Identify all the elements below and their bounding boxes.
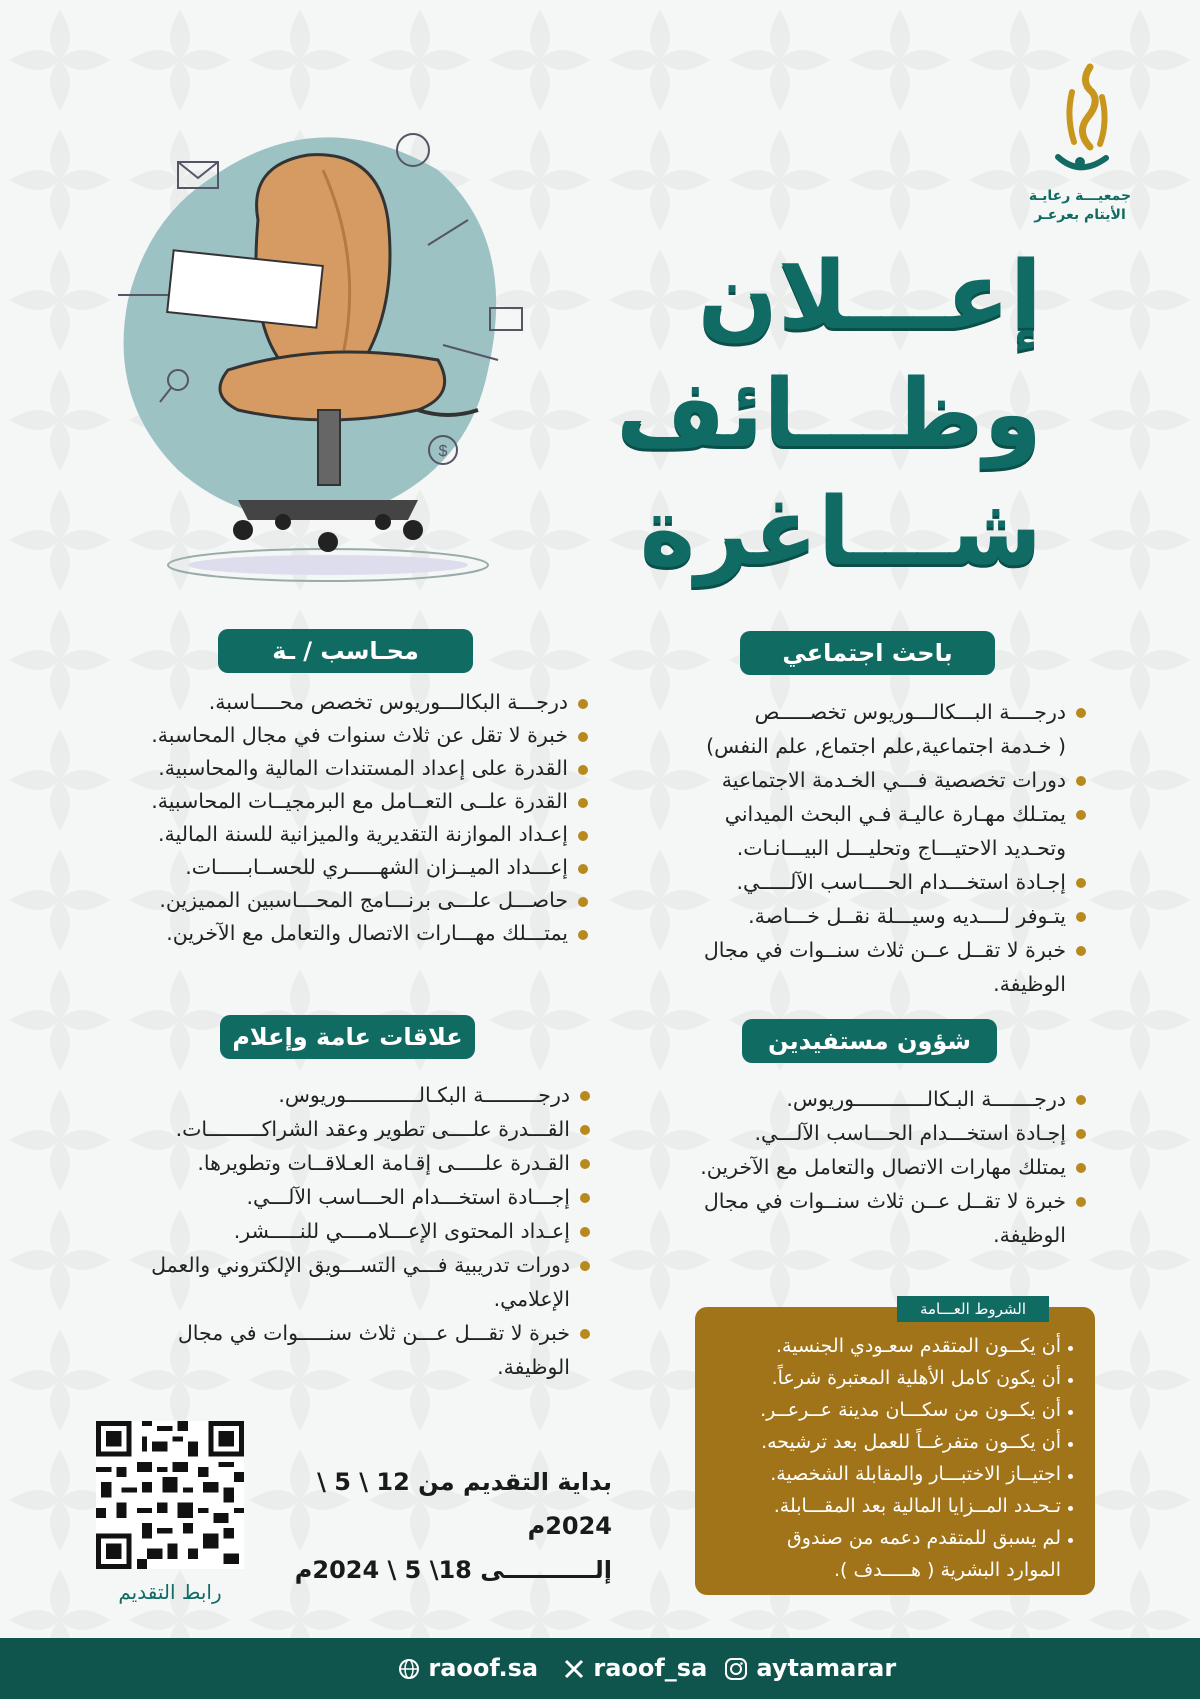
footer-website[interactable] <box>398 1638 538 1699</box>
list-item: لم يسبق للمتقدم دعمه من صندوق الموارد البشرية ( هـــــدف ). <box>705 1522 1075 1586</box>
logo-caption-2: الأيتام بعرعـر <box>1034 207 1126 223</box>
list-item: إجـادة استخـــدام الحـــاسب الآلـــي. <box>620 1116 1088 1150</box>
list-item: القـــدرة علــــى تطوير وعقد الشراكـــــــــات. <box>72 1112 592 1146</box>
list-item: القدرة على إعداد المستندات المالية والمحاسبية. <box>70 752 590 785</box>
section-heading-public-relations: علاقات عامة وإعلام <box>220 1015 475 1059</box>
list-item: إجـــادة استخـــدام الحـــاسب الآلـــي. <box>72 1180 592 1214</box>
x-logo-icon <box>563 1658 585 1680</box>
end-date: إلـــــــــــى 18\ 5 \ 2024م <box>294 1556 612 1584</box>
start-date: بداية التقديم من 12 \ 5 \ 2024م <box>317 1468 612 1540</box>
general-conditions-heading: الشروط العـــامة <box>897 1296 1049 1322</box>
application-dates <box>262 1460 612 1592</box>
list-item: إعـــداد الميــزان الشهـــــري للحســابـــــات. <box>70 851 590 884</box>
title-line-1: إعـــلان <box>697 242 1042 351</box>
logo-mark-icon <box>1040 62 1120 182</box>
list-item: القـدرة علـــــى إقـامة العـلاقــات وتطويرها. <box>72 1146 592 1180</box>
instagram-icon <box>724 1657 748 1681</box>
list-item: درجـــــــة البـكالــــــــــــوريوس. <box>620 1082 1088 1116</box>
list-item: أن يكــون متفرغــاً للعمل بعد ترشيحه. <box>705 1426 1075 1458</box>
list-item: حاصـــل علـــى برنـــامج المحـــاسبين المميزين. <box>70 884 590 917</box>
section-heading-beneficiaries: شؤون مستفيدين <box>742 1019 997 1063</box>
beneficiaries-requirements <box>620 1082 1088 1252</box>
general-conditions-list <box>705 1330 1075 1586</box>
x-handle-text: raoof_sa <box>593 1654 708 1682</box>
list-item: إعـداد الموازنة التقديرية والميزانية للسنة المالية. <box>70 818 590 851</box>
title-line-2: وظـــائف <box>616 360 1042 469</box>
svg-text:$: $ <box>438 443 448 460</box>
qr-label: رابط التقديم <box>118 1580 222 1604</box>
list-item: يتـوفر لــــديه وسيـــلة نقــل خـــاصة. <box>620 899 1088 933</box>
list-item: أن يكــون من سكـــان مدينة عــرعــر. <box>705 1394 1075 1426</box>
instagram-handle-text: aytamarar <box>756 1654 897 1682</box>
accountant-requirements <box>70 686 590 950</box>
list-item: تـحـدد المــزايا المالية بعد المقـــابلة. <box>705 1490 1075 1522</box>
organization-logo <box>1020 62 1140 227</box>
list-item: يمتلك مهارات الاتصال والتعامل مع الآخرين. <box>620 1150 1088 1184</box>
list-item: خبرة لا تقل عن ثلاث سنوات في مجال المحاسبة. <box>70 719 590 752</box>
application-qr-code[interactable] <box>96 1421 244 1569</box>
list-item: درجـــــــــة البكـالــــــــــــوريوس. <box>72 1078 592 1112</box>
list-item: أن يكون كامل الأهلية المعتبرة شرعاً. <box>705 1362 1075 1394</box>
logo-caption-1: جمعيـــة رعايـة <box>1028 188 1132 204</box>
list-item: يمتـــلك مهـــارات الاتصال والتعامل مع الآخرين. <box>70 917 590 950</box>
list-item: إعـداد المحتوى الإعـــلامــــي للنـــــشر. <box>72 1214 592 1248</box>
list-item: القدرة علــى التعــامل مع البرمجيــات المحاسبية. <box>70 785 590 818</box>
footer-instagram[interactable] <box>724 1638 896 1699</box>
section-heading-social-researcher: باحث اجتماعي <box>740 631 995 675</box>
footer-x-account[interactable] <box>563 1638 707 1699</box>
public-relations-requirements <box>72 1078 592 1384</box>
list-item: خبرة لا تقـــل عـــن ثلاث سنـــــوات في مجال الوظيفة. <box>72 1316 592 1384</box>
list-item: إجـادة استخـــدام الحــــاسب الآلـــــي. <box>620 865 1088 899</box>
list-item: اجتيــاز الاختبـــار والمقابلة الشخصية. <box>705 1458 1075 1490</box>
list-item: دورات تدريبية فـــي التســـويق الإلكتروني والعمل الإعلامي. <box>72 1248 592 1316</box>
globe-icon <box>398 1658 420 1680</box>
list-item: درجـــة البكالـــوريوس تخصص محــــاسبة. <box>70 686 590 719</box>
list-item: يمتـلك مهـارة عاليـة فـي البحث الميداني وتحـديد الاحتيـــاج وتحليـــل البيـــانـات. <box>620 797 1088 865</box>
office-chair-illustration <box>118 110 538 590</box>
list-item: أن يكــون المتقدم سعـودي الجنسية. <box>705 1330 1075 1362</box>
page-title <box>602 238 1042 592</box>
list-item: دورات تخصصية فـــي الخـدمة الاجتماعية <box>620 763 1088 797</box>
website-text: raoof.sa <box>428 1654 539 1682</box>
section-heading-accountant: محـاسب / ـة <box>218 629 473 673</box>
social-researcher-requirements <box>620 695 1088 1001</box>
footer-bar <box>0 1638 1200 1699</box>
title-line-3: شـــاغرة <box>639 478 1042 587</box>
list-item: خبرة لا تقــل عــن ثلاث سنــوات في مجال الوظيفة. <box>620 1184 1088 1252</box>
list-item: خبرة لا تقــل عــن ثلاث سنــوات في مجال الوظيفة. <box>620 933 1088 1001</box>
list-item: درجــــة البـــكالـــوريوس تخصـــــص ( خـدمة اجتماعية,علم اجتماع, علم النفس) <box>620 695 1088 763</box>
